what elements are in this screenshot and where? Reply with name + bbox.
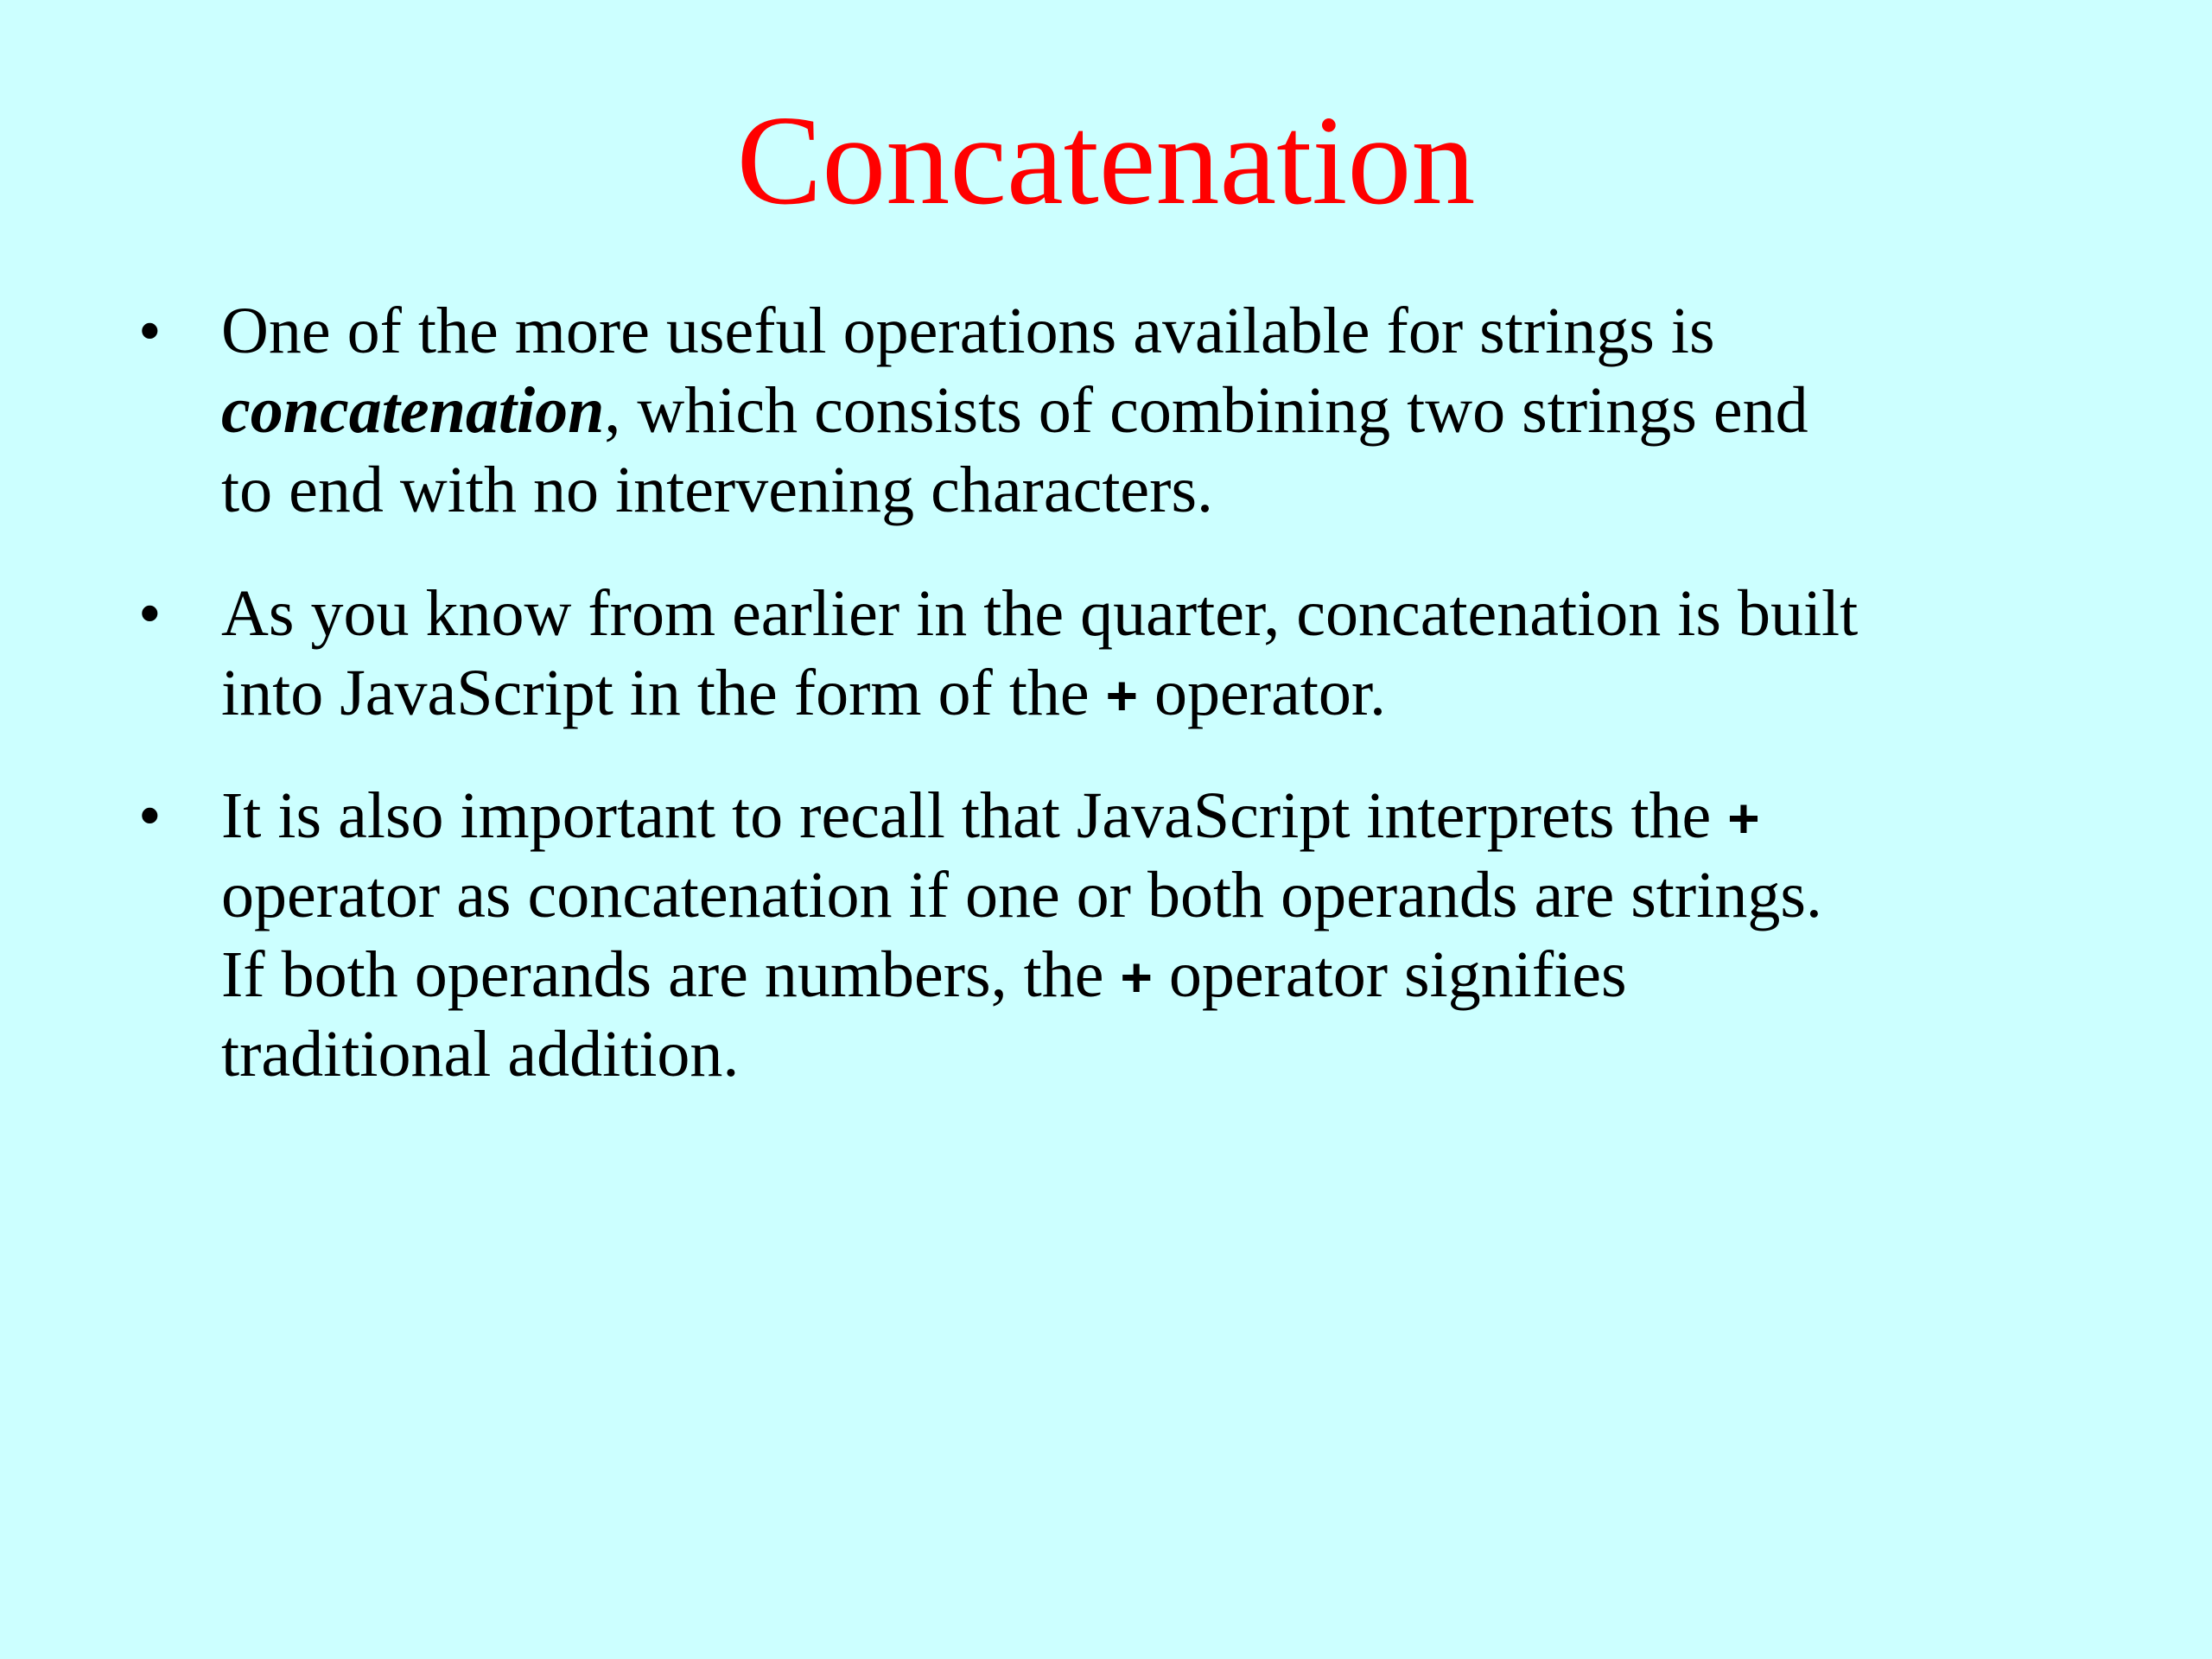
emphasized-term: concatenation (221, 374, 605, 447)
bullet-line (221, 653, 2209, 733)
plus-operator: + (1105, 664, 1139, 727)
plus-operator: + (1727, 787, 1760, 849)
bullet-line-text: If both operands are numbers, the (221, 938, 1121, 1011)
bullet-line-text: It is also important to recall that JavaScript interprets the (221, 779, 1728, 852)
bullet-text (221, 291, 2209, 530)
plus-operator: + (1120, 946, 1153, 1008)
bullet-line: to end with no intervening characters. (221, 454, 1214, 526)
bullet-line: operator as concatenation if one or both operands are strings. (221, 859, 1822, 931)
bullet-line: traditional addition. (221, 1018, 740, 1090)
bullet-line (221, 371, 2209, 450)
bullet-line: One of the more useful operations available for strings is (221, 295, 1715, 367)
bullet-marker: • (138, 295, 162, 367)
bullet-marker: • (138, 577, 162, 650)
bullet-line-text: into JavaScript in the form of the (221, 657, 1106, 729)
slide-title: Concatenation (736, 90, 1476, 232)
bullet-line-text: operator signifies (1152, 938, 1627, 1011)
bullet-line (221, 776, 2209, 855)
bullet-text (221, 574, 2209, 733)
bullet-marker: • (138, 779, 162, 852)
bullet-line-text: operator. (1138, 657, 1387, 729)
bullet-text (221, 776, 2209, 1094)
bullet-line: As you know from earlier in the quarter, concatenation is built (221, 577, 1859, 650)
bullet-line-text: , which consists of combining two strings end (604, 374, 1808, 447)
bullet-line (221, 935, 2209, 1014)
